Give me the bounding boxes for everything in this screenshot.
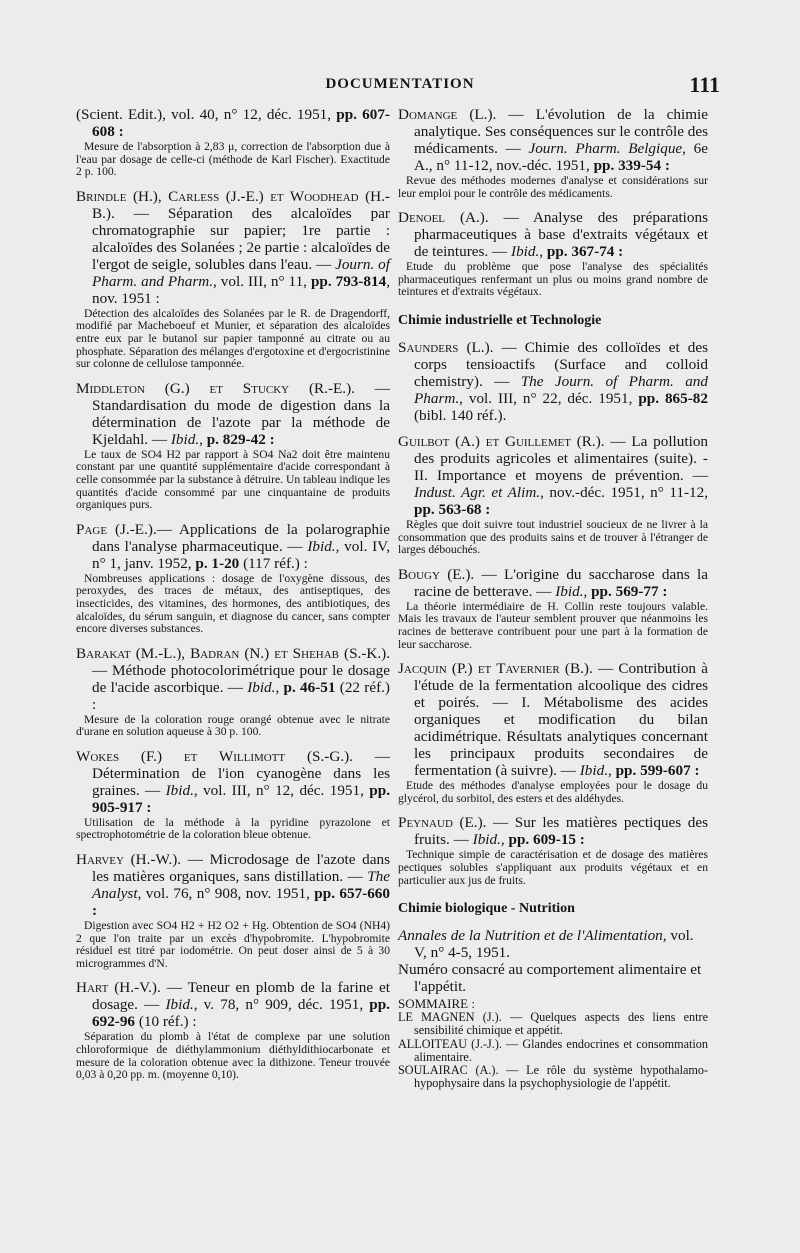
author-names: Jacquin (P.) et Tavernier (B.). [398,660,593,678]
citation [76,188,390,307]
page-range: pp. 905-917 : [92,781,390,816]
page-range: p. 829-42 : [206,430,275,448]
page-range: pp. 793-814 [310,272,387,290]
citation [76,851,390,919]
journal-title: The Analyst [92,868,390,903]
page-number: 111 [689,72,720,97]
citation-text: — Microdosage de l'azote dans les matières organiques, sans distillation. — [92,851,390,886]
author-names: Wokes (F.) et Willimott (S.-G.). [76,747,353,765]
bibliography-entry [398,566,708,651]
citation-text: — Méthode photocolorimétrique pour le dosage de l'acide ascorbique. — [92,661,390,696]
citation-text: — Contribution à l'étude de la fermentation alcoolique des cidres et poirés. — I. Métabolisme des acides organiques et modification du bilan acidimétrique. Résultats analytiques concernant les principaux produits secondaires de fermentation (à suivre). — [414,660,708,780]
author-names: Brindle (H.), Carless (J.-E.) et Woodhead (H.-B.). [76,187,390,222]
journal-title: Ibid. [472,831,501,849]
page-range: pp. 865-82 [638,389,708,407]
citation-text: , [539,243,547,261]
citation [398,106,708,174]
author-names: Domange (L.). [398,106,497,123]
citation [398,433,708,518]
journal-title: Journ. Pharm. Belgique [528,140,683,157]
citation-text: , nov. 1951 : [92,272,391,307]
abstract-note: Etude du problème que pose l'analyse des spécialités pharmaceutiques renfermant un plus ou moins grand nombre de teintures et d'extraits végétaux. [398,260,708,299]
bibliography-entry [76,106,390,179]
citation-text: , nov.-déc. 1951, n° 11-12, [540,483,708,501]
citation-text: (Scient. Edit.), vol. 40, n° 12, déc. 1951, [76,106,337,123]
right-column [398,106,708,1099]
page-range: pp. 563-68 : [414,500,491,518]
author-names: Peynaud (E.). [398,814,487,832]
journal-title: Ibid. [170,430,200,448]
bibliography-entry [76,380,390,512]
journal-title: Ibid. [511,243,540,261]
abstract-note: Technique simple de caractérisation et de dosage des matières pectiques solubles s'appliquant aux produits végétaux et en particulier aux jus de fruits. [398,848,708,887]
citation-text: , vol. IV, n° 1, janv. 1952, [92,537,390,572]
sommaire-item: ALLOITEAU (J.-J.). — Glandes endocrines et consommation alimentaire. [398,1036,708,1064]
page-range: pp. 339-54 : [593,157,670,174]
bibliography-entry [398,433,708,557]
citation [398,566,708,600]
section-heading-biological-chemistry: Chimie biologique - Nutrition [398,901,575,917]
author-names: Guilbot (A.) et Guillemet (R.). [398,432,605,450]
citation-text: , [275,678,284,696]
citation [76,979,390,1030]
citation-text: , vol. 76, n° 908, nov. 1951, [137,885,315,903]
bibliography-entry [76,645,390,739]
citation-text: , [199,430,207,448]
citation-text: (117 réf.) : [239,554,308,572]
citation-text: (10 réf.) : [135,1013,197,1031]
citation-text: — L'évolution de la chimie analytique. Ses conséquences sur le contrôle des médicaments. — [414,106,708,157]
citation-text: , vol. V, n° 4-5, 1951. [414,927,694,962]
abstract-note: Etude des méthodes d'analyse employées pour le dosage du glycérol, du sorbitol, des esters et des aldéhydes. [398,779,708,805]
author-names: Saunders (L.). [398,338,494,356]
abstract-note: Revue des méthodes modernes d'analyse et considérations sur leur emploi pour le contrôle des médicaments. [398,174,708,200]
citation [398,814,708,848]
abstract-note: La théorie intermédiaire de H. Collin reste toujours valable. Mais les travaux de l'auteur semblent prouver que néanmoins les racines de betterave contribuent pour une part à la formation de leur saccharose. [398,599,708,651]
bibliography-entry [398,209,708,299]
page-range: pp. 599-607 : [615,762,700,780]
page-range: p. 46-51 [283,678,336,696]
author-names: Bougy (E.). [398,565,475,583]
abstract-note: Mesure de l'absorption à 2,83 μ, correction de l'absorption due à l'eau par dosage de celle-ci (méthode de Karl Fischer). Exactitude 2 p. 100. [76,140,390,179]
bibliography-entry [76,521,390,636]
citation-text: — Standardisation du mode de digestion dans la détermination de l'azote par la méthode de Kjeldahl. — [92,379,390,448]
citation-text: , vol. III, n° 22, déc. 1951, [459,389,639,407]
page-range: pp. 692-96 [92,996,390,1031]
page-range: pp. 569-77 : [591,582,668,600]
abstract-note: Mesure de la coloration rouge orangé obtenue avec le nitrate d'urane en solution aqueuse à 30 p. 100. [76,712,390,739]
citation [76,521,390,572]
citation-text: — L'origine du saccharose dans la racine de betterave. — [414,565,708,600]
citation-text: — Sur les matières pectiques des fruits. — [414,814,708,849]
citation-text: — Teneur en plomb de la farine et dosage. — [92,979,390,1014]
journal-title: Indust. Agr. et Alim. [414,483,541,501]
author-names: Harvey (H.-W.). [76,851,182,869]
citation [398,660,708,779]
citation [398,339,708,424]
citation-text: — Analyse des préparations pharmaceutiques à base d'extraits végétaux et de teintures. — [414,209,708,261]
abstract-note: Séparation du plomb à l'état de complexe par une solution chloroformique de diéthylammonium diéthyldithiocarbonate et mesure de la coloration obtenue avec la dithizone. Teneur trouvée 0,03 à 0,20 pp. m. (moyenne 0,10). [76,1030,390,1082]
citation-text: , [500,831,509,849]
citation [76,380,390,448]
page-range: pp. 367-74 : [546,243,624,261]
citation-text: , vol. III, n° 12, déc. 1951, [193,781,370,799]
author-names: Denoel (A.). [398,209,489,227]
running-title: DOCUMENTATION [325,76,475,92]
bibliography-entry [76,979,390,1081]
annales-description: Numéro consacré au comportement alimentaire et l'appétit. [398,961,702,996]
bibliography-entry [398,660,708,805]
bibliography-entry [398,814,708,887]
citation-text: , [608,762,616,780]
citation [76,748,390,816]
citation-text: — Détermination de l'ion cyanogène dans les graines. — [92,747,390,799]
page-range: pp. 607-608 : [92,106,390,140]
journal-title: Ibid. [555,582,584,600]
journal-title: Annales de la Nutrition et de l'Alimentation [398,927,663,945]
abstract-note: Règles que doit suivre tout industriel soucieux de ne livrer à la consommation que des produits sains et de trouver à l'étranger de larges débouchés. [398,517,708,557]
citation [398,209,708,260]
citation-text: — Applications de la polarographie dans l'analyse pharmaceutique. — [92,520,390,555]
bibliography-entry [76,748,390,842]
page-range: pp. 657-660 : [92,885,390,920]
journal-title: Journ. of Pharm. and Pharm. [92,255,390,290]
citation-text: (bibl. 140 réf.). [414,406,507,424]
bibliography-entry [398,339,708,424]
journal-title: The Journ. of Pharm. and Pharm. [414,372,708,407]
citation-text: — Séparation des alcaloïdes par chromatographie sur papier; 1re partie : alcaloïdes des Solanées ; 2e partie : alcaloïdes de l'ergot de seigle, solubles dans l'eau. — [92,204,390,273]
author-names: Middleton (G.) et Stucky (R.-E.). [76,379,355,397]
bibliography-entry [76,851,390,970]
annales-citation [398,927,708,961]
abstract-note: Détection des alcaloïdes des Solanées par le R. de Dragendorff, modifié par Macheboeuf et Munier, et séparation des alcaloïdes entre eux par le butanol sur papier tamponné au citrate ou au phosphate. Séparation des mélanges d'ergotoxine et d'ergocristinine sur colonne de cellulose tamponnée. [76,306,390,371]
author-names: Page (J.-E.). [76,520,157,538]
journal-title: Ibid. [247,678,276,696]
bibliography-entry [398,106,708,200]
page-header [80,74,720,98]
sommaire-item: LE MAGNEN (J.). — Quelques aspects des liens entre sensibilité chimique et appétit. [398,1010,708,1038]
citation-text: , [583,582,592,600]
citation [76,106,390,140]
journal-title: Ibid. [307,537,336,555]
section-heading-industrial-chemistry: Chimie industrielle et Technologie [398,312,602,328]
citation-text: — La pollution des produits agricoles et alimentaires (suite). - II. Importance et moyens de prévention. — [414,432,709,484]
citation-text: , 6e A., n° 11-12, nov.-déc. 1951, [414,140,708,174]
sommaire-item: SOULAIRAC (A.). — Le rôle du système hypothalamo-hypophysaire dans la psychophysiologie de l'appétit. [398,1062,708,1091]
citation-text: , v. 78, n° 909, déc. 1951, [193,996,370,1014]
abstract-note: Le taux de SO4 H2 par rapport à SO4 Na2 doit être maintenu constant par une quantité supplémentaire d'acide correspondant à celle consommée par la substance à détruire. Un tableau indique les quantités d'acide consommé par une cinquantaine de produits organiques purs. [76,447,390,512]
abstract-note: Digestion avec SO4 H2 + H2 O2 + Hg. Obtention de SO4 (NH4) 2 que l'on traite par un excès d'hypobromite. L'hypobromite résiduel est titré par iodométrie. On peut doser ainsi de 5 à 30 microgrammes d'N. [76,919,390,970]
bibliography-entry [76,188,390,371]
citation-text: (22 réf.) : [92,678,390,713]
left-column [76,106,390,1091]
page-range: pp. 609-15 : [508,831,585,849]
author-names: Hart (H.-V.). [76,979,161,997]
citation [76,645,390,713]
abstract-note: Utilisation de la méthode à la pyridine pyrazolone et spectrophotométrie de la coloration bleue obtenue. [76,815,390,842]
citation-text: , vol. III, n° 11, [213,272,311,290]
annales-entry [398,927,708,1090]
author-names: Barakat (M.-L.), Badran (N.) et Shehab (S.-K.). [76,644,390,662]
journal-title: Ibid. [579,762,609,780]
sommaire-label: SOMMAIRE : [398,996,475,1012]
citation-text: — Chimie des colloïdes et des corps tensioactifs (Surface and colloid chemistry). — [414,338,709,390]
journal-title: Ibid. [165,781,194,799]
journal-title: Ibid. [165,996,194,1014]
page-range: p. 1-20 [195,554,240,572]
abstract-note: Nombreuses applications : dosage de l'oxygène dissous, des peroxydes, des traces de métaux, des antiseptiques, des insecticides, des vitamines, des hormones, des antibiotiques, des alcaloïdes, du sérum sanguin, et diagnose du cancer, sans compter encore diverses substances. [76,571,390,636]
